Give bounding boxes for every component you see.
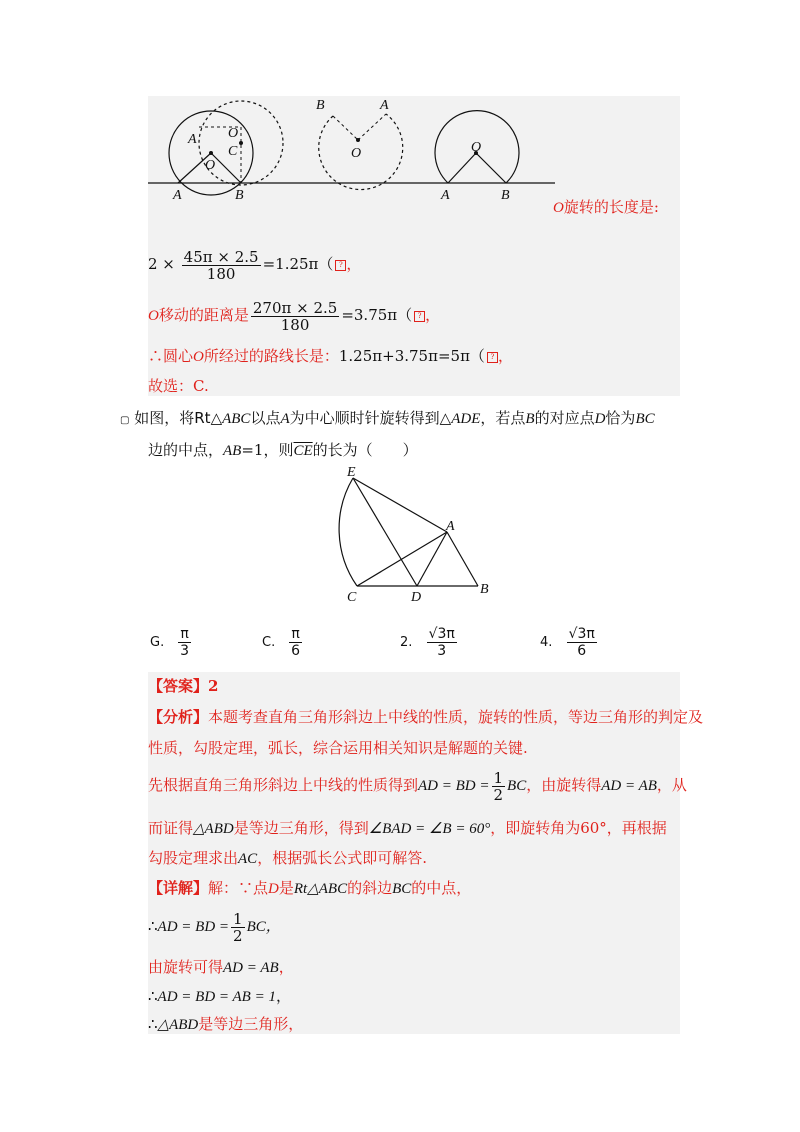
move-distance-formula: O移动的距离是 $\frac{270\pi \times 2.5}{180}$ =3.75π（ ? ， bbox=[148, 298, 441, 334]
fig1-label-o: O bbox=[228, 126, 239, 141]
fig1-label-b: B bbox=[235, 188, 244, 203]
choice-c[interactable]: C. $\frac{\pi}{6}$ bbox=[262, 626, 301, 659]
fig-label-d: D bbox=[411, 590, 422, 605]
fig1-label-c: C bbox=[228, 144, 238, 159]
rotation-length-formula: 2 × $\frac{45\pi \times 2.5}{180}$ =1.25π（ ? ， bbox=[148, 247, 362, 283]
fig2-label-a: A bbox=[380, 98, 389, 113]
choose-answer-line: 故选：C. bbox=[148, 377, 209, 395]
arc-ce: $\overline{CE}$ bbox=[293, 443, 313, 459]
question-marker: ▢ bbox=[120, 415, 130, 426]
fig1-label-a: A bbox=[188, 132, 197, 147]
fig3-label-o: O bbox=[471, 140, 482, 155]
detail-line-3: 由旋转可得AD = AB， bbox=[148, 958, 294, 976]
fig-label-a: A bbox=[446, 519, 455, 534]
fig3-label-a: A bbox=[441, 188, 450, 203]
detail-line-2: ∴AD = BD = $\frac{1}{2}$ BC， bbox=[148, 909, 281, 945]
fig1-label-o2: O bbox=[205, 158, 216, 173]
analysis-line-4: 而证得△ABD是等边三角形，得到∠BAD = ∠B = 60°，即旋转角为60°，再根据 bbox=[148, 819, 667, 837]
total-path-line: ∴圆心O所经过的路线长是：1.25π+3.75π=5π（ ? ， bbox=[148, 347, 513, 365]
analysis-line-2: 性质，勾股定理，弧长，综合运用相关知识是解题的关键. bbox=[148, 739, 528, 757]
fig2-label-b: B bbox=[316, 98, 325, 113]
rolling-circle-figure bbox=[148, 96, 568, 206]
analysis-line-1: 【分析】本题考查直角三角形斜边上中线的性质，旋转的性质，等边三角形的判定及 bbox=[148, 708, 704, 726]
fig1-label-a2: A bbox=[173, 188, 182, 203]
detail-line-1: 【详解】解：∵点D是Rt△ABC的斜边BC的中点， bbox=[148, 879, 472, 897]
fig2-label-o: O bbox=[351, 146, 362, 161]
detail-line-4: ∴AD = BD = AB = 1， bbox=[148, 987, 291, 1005]
analysis-line-3: 先根据直角三角形斜边上中线的性质得到AD = BD = $\frac{1}{2}$ BC，由旋转得AD = AB，从 bbox=[148, 768, 687, 804]
answer-label: 【答案】2 bbox=[148, 677, 219, 695]
question-line-1: ▢ 如图，将Rt△ABC以点A为中心顺时针旋转得到△ADE，若点B的对应点D恰为BC bbox=[120, 409, 655, 427]
rotation-length-line: O旋转的长度是: bbox=[553, 198, 659, 216]
detail-line-5: ∴△ABD是等边三角形， bbox=[148, 1015, 304, 1033]
question-line-2: 边的中点，AB=1，则$\overline{CE}$的长为（ ） bbox=[148, 441, 418, 459]
analysis-line-5: 勾股定理求出AC，根据弧长公式即可解答. bbox=[148, 849, 427, 867]
fig3-label-b: B bbox=[501, 188, 510, 203]
fig-label-b: B bbox=[480, 582, 489, 597]
fig-label-c: C bbox=[347, 590, 357, 605]
choice-4[interactable]: 4. $\frac{√3\pi}{6}$ bbox=[540, 626, 595, 659]
choice-2[interactable]: 2. $\frac{√3\pi}{3}$ bbox=[400, 626, 455, 659]
choice-g[interactable]: G. $\frac{\pi}{3}$ bbox=[150, 626, 190, 659]
rotation-triangle-figure bbox=[325, 462, 500, 607]
fig-label-e: E bbox=[347, 465, 356, 480]
